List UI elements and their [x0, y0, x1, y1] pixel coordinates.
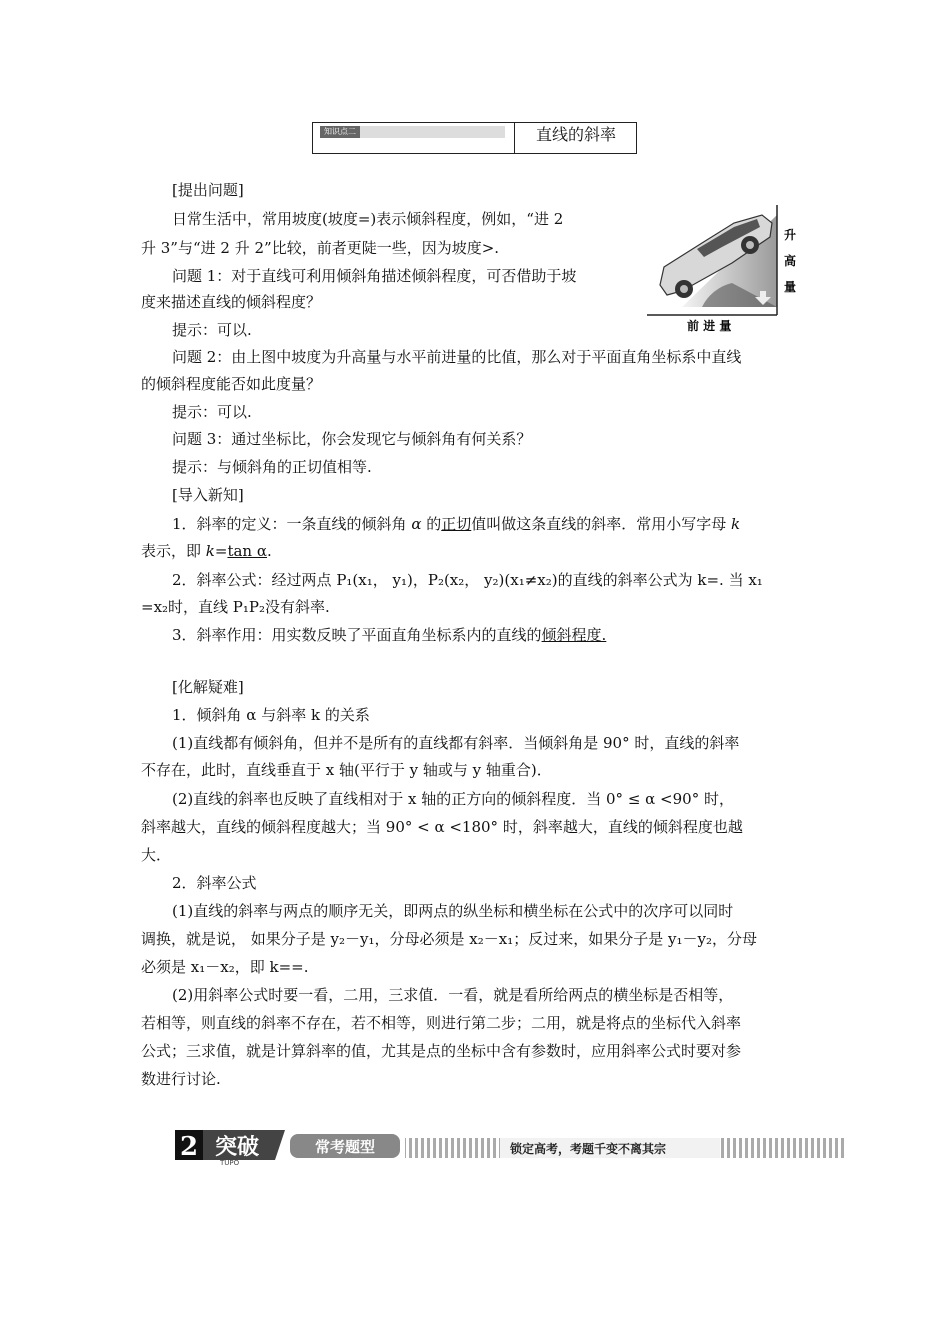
question-3: 问题 3：通过坐标比，你会发现它与倾斜角有何关系？	[172, 430, 532, 448]
underlined-term: 正切	[441, 515, 472, 533]
heading-new-knowledge: [导入新知]	[172, 486, 244, 504]
question-2-line: 问题 2：由上图中坡度为升高量与水平前进量的比值，那么对于平面直角坐标系中直线	[172, 348, 742, 366]
rise-label-3: 量	[784, 280, 797, 294]
banner-subtitle: TUPO	[220, 1159, 240, 1166]
banner-slogan: 锁定高考，考题千变不离其宗	[510, 1142, 667, 1156]
knowledge-point-badge: 知识点二	[320, 126, 360, 138]
para-line: 数进行讨论.	[141, 1070, 221, 1088]
rise-label-2: 高	[784, 254, 797, 268]
formula-line: =x₂时，直线 P₁P₂没有斜率.	[141, 598, 330, 616]
para-line: 大．	[141, 846, 172, 864]
para-line: 必须是 x₁－x₂，即 k==.	[141, 958, 309, 976]
text: =	[214, 542, 228, 560]
para-line: 日常生活中，常用坡度(坡度=)表示倾斜程度，例如，“进 2	[172, 210, 564, 228]
banner-tag: 常考题型	[314, 1138, 376, 1156]
text: 的	[421, 515, 442, 533]
answer-2: 提示：可以.	[172, 403, 252, 421]
text: 表示，即	[141, 542, 206, 560]
alpha: α	[411, 515, 422, 533]
rise-label: 升	[784, 228, 797, 242]
text: 值叫做这条直线的斜率．常用小写字母	[471, 515, 732, 533]
text: 1．斜率的定义：一条直线的倾斜角	[172, 515, 412, 533]
para-line: 斜率越大，直线的倾斜程度越大；当 90° < α <180° 时，斜率越大，直线的倾斜程度也越	[141, 818, 743, 836]
para-line: 升 3”与“进 2 升 2”比较，前者更陡一些，因为坡度>.	[141, 239, 500, 257]
k: k	[205, 542, 215, 560]
para-line: 若相等，则直线的斜率不存在，若不相等，则进行第二步；二用，就是将点的坐标代入斜率	[141, 1014, 742, 1032]
section-number: 2	[179, 1132, 199, 1162]
slope-car-figure	[642, 205, 807, 335]
text: 3．斜率作用：用实数反映了平面直角坐标系内的直线的	[172, 626, 542, 644]
section-title: 直线的斜率	[535, 125, 616, 144]
subsection-title: 1．倾斜角 α 与斜率 k 的关系	[172, 706, 370, 724]
para-line: (1)直线的斜率与两点的顺序无关，即两点的纵坐标和横坐标在公式中的次序可以同时	[172, 902, 734, 920]
question-1-line: 问题 1：对于直线可利用倾斜角描述倾斜程度，可否借助于坡	[172, 267, 577, 285]
para-line: (2)直线的斜率也反映了直线相对于 x 轴的正方向的倾斜程度．当 0° ≤ α <90° 时，	[172, 790, 734, 808]
usage-line	[172, 625, 606, 645]
definition-line	[172, 514, 740, 534]
answer-3: 提示：与倾斜角的正切值相等.	[172, 458, 372, 476]
para-line: 公式；三求值，就是计算斜率的值，尤其是点的坐标中含有参数时，应用斜率公式时要对参	[141, 1042, 742, 1060]
para-line: (1)直线都有倾斜角，但并不是所有的直线都有斜率．当倾斜角是 90° 时，直线的斜率	[172, 734, 740, 752]
run-label: 前 进 量	[687, 319, 732, 333]
banner-title: 突破	[215, 1135, 260, 1160]
formula-line: 2．斜率公式：经过两点 P₁(x₁， y₁)，P₂(x₂， y₂)(x₁≠x₂)的直线的斜率公式为 k=. 当 x₁	[172, 571, 763, 589]
underlined-term: 倾斜程度.	[541, 626, 607, 644]
para-line: 调换，就是说， 如果分子是 y₂－y₁，分母必须是 x₂－x₁；反过来，如果分子是 y₁－y₂，分母	[141, 930, 757, 948]
text: .	[266, 542, 272, 560]
answer-1: 提示：可以.	[172, 321, 252, 339]
heading-clarify: [化解疑难]	[172, 678, 244, 696]
section-banner	[175, 1130, 845, 1166]
question-1-line: 度来描述直线的倾斜程度？	[141, 293, 322, 311]
question-2-line: 的倾斜程度能否如此度量？	[141, 375, 322, 393]
para-line: 不存在，此时，直线垂直于 x 轴(平行于 y 轴或与 y 轴重合)．	[141, 761, 552, 779]
definition-line	[141, 541, 272, 561]
heading-raise-questions: [提出问题]	[172, 181, 244, 199]
k: k	[731, 515, 741, 533]
para-line: (2)用斜率公式时要一看，二用，三求值．一看，就是看所给两点的横坐标是否相等，	[172, 986, 734, 1004]
underlined-formula: tan α	[227, 542, 267, 560]
subsection-title: 2．斜率公式	[172, 874, 257, 892]
